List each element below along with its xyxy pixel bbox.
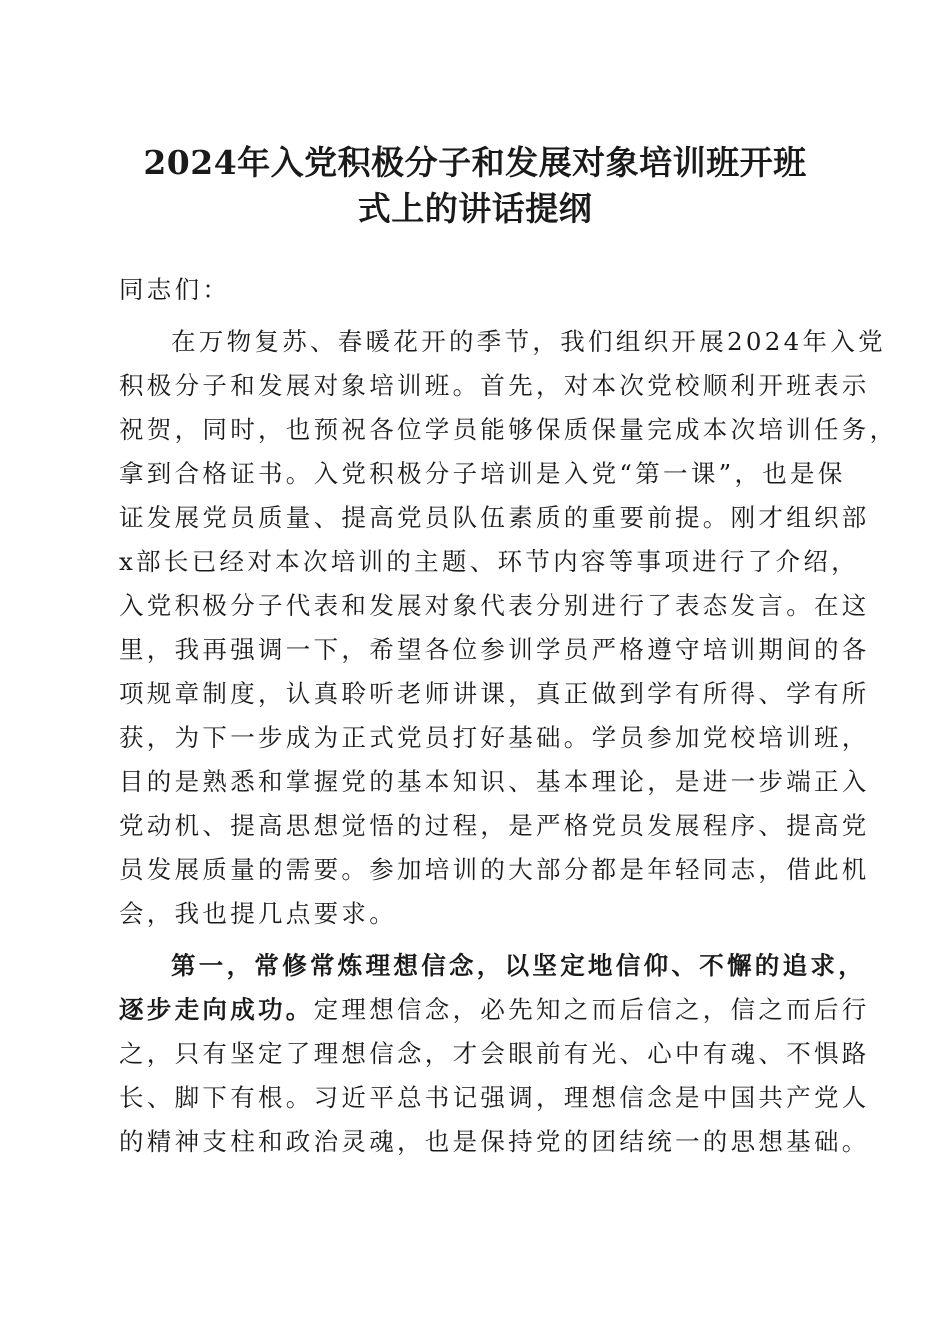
paragraph-1-line: 目的是熟悉和掌握党的基本知识、基本理论，是进一步端正入 — [119, 767, 870, 796]
document-title-line-2: 式上的讲话提纲 — [357, 189, 593, 228]
paragraph-2-line: 长、脚下有根。习近平总书记强调，理想信念是中国共产党人 — [119, 1083, 870, 1112]
paragraph-2-heading-line: 第一，常修常炼理想信念，以坚定地信仰、不懈的追求， — [171, 951, 866, 980]
paragraph-1-line: 入党积极分子代表和发展对象代表分别进行了表态发言。在这 — [119, 591, 870, 620]
paragraph-1-line: 会，我也提几点要求。 — [119, 899, 397, 928]
paragraph-1-line: 在万物复苏、春暖花开的季节，我们组织开展2024年入党 — [171, 327, 886, 356]
paragraph-1-line: 积极分子和发展对象培训班。首先，对本次党校顺利开班表示 — [119, 371, 870, 400]
paragraph-2-line — [119, 988, 870, 1032]
paragraph-1-line: 获，为下一步成为正式党员打好基础。学员参加党校培训班， — [119, 723, 870, 752]
paragraph-1-line: 祝贺，同时，也预祝各位学员能够保质保量完成本次培训任务， — [119, 415, 898, 444]
paragraph-1-line: 证发展党员质量、提高党员队伍素质的重要前提。刚才组织部 — [119, 503, 870, 532]
paragraph-1-line: x部长已经对本次培训的主题、环节内容等事项进行了介绍， — [119, 547, 859, 576]
paragraph-1-line: 党动机、提高思想觉悟的过程，是严格党员发展程序、提高党 — [119, 811, 870, 840]
salutation: 同志们： — [119, 275, 231, 304]
document-title-line-1: 2024年入党积极分子和发展对象培训班开班 — [143, 143, 807, 182]
paragraph-1-line: 拿到合格证书。入党积极分子培训是入党“第一课”，也是保 — [119, 459, 846, 488]
paragraph-2-heading-end: 逐步走向成功。 — [119, 995, 314, 1024]
paragraph-2-line: 之，只有坚定了理想信念，才会眼前有光、心中有魂、不惧路 — [119, 1039, 870, 1068]
paragraph-1-line: 员发展质量的需要。参加培训的大部分都是年轻同志，借此机 — [119, 855, 870, 884]
paragraph-1-line: 项规章制度，认真聆听老师讲课，真正做到学有所得、学有所 — [119, 679, 870, 708]
paragraph-2-line-rest: 定理想信念，必先知之而后信之，信之而后行 — [313, 995, 870, 1024]
paragraph-2-line: 的精神支柱和政治灵魂，也是保持党的团结统一的思想基础。 — [119, 1127, 870, 1156]
paragraph-1-line: 里，我再强调一下，希望各位参训学员严格遵守培训期间的各 — [119, 635, 870, 664]
